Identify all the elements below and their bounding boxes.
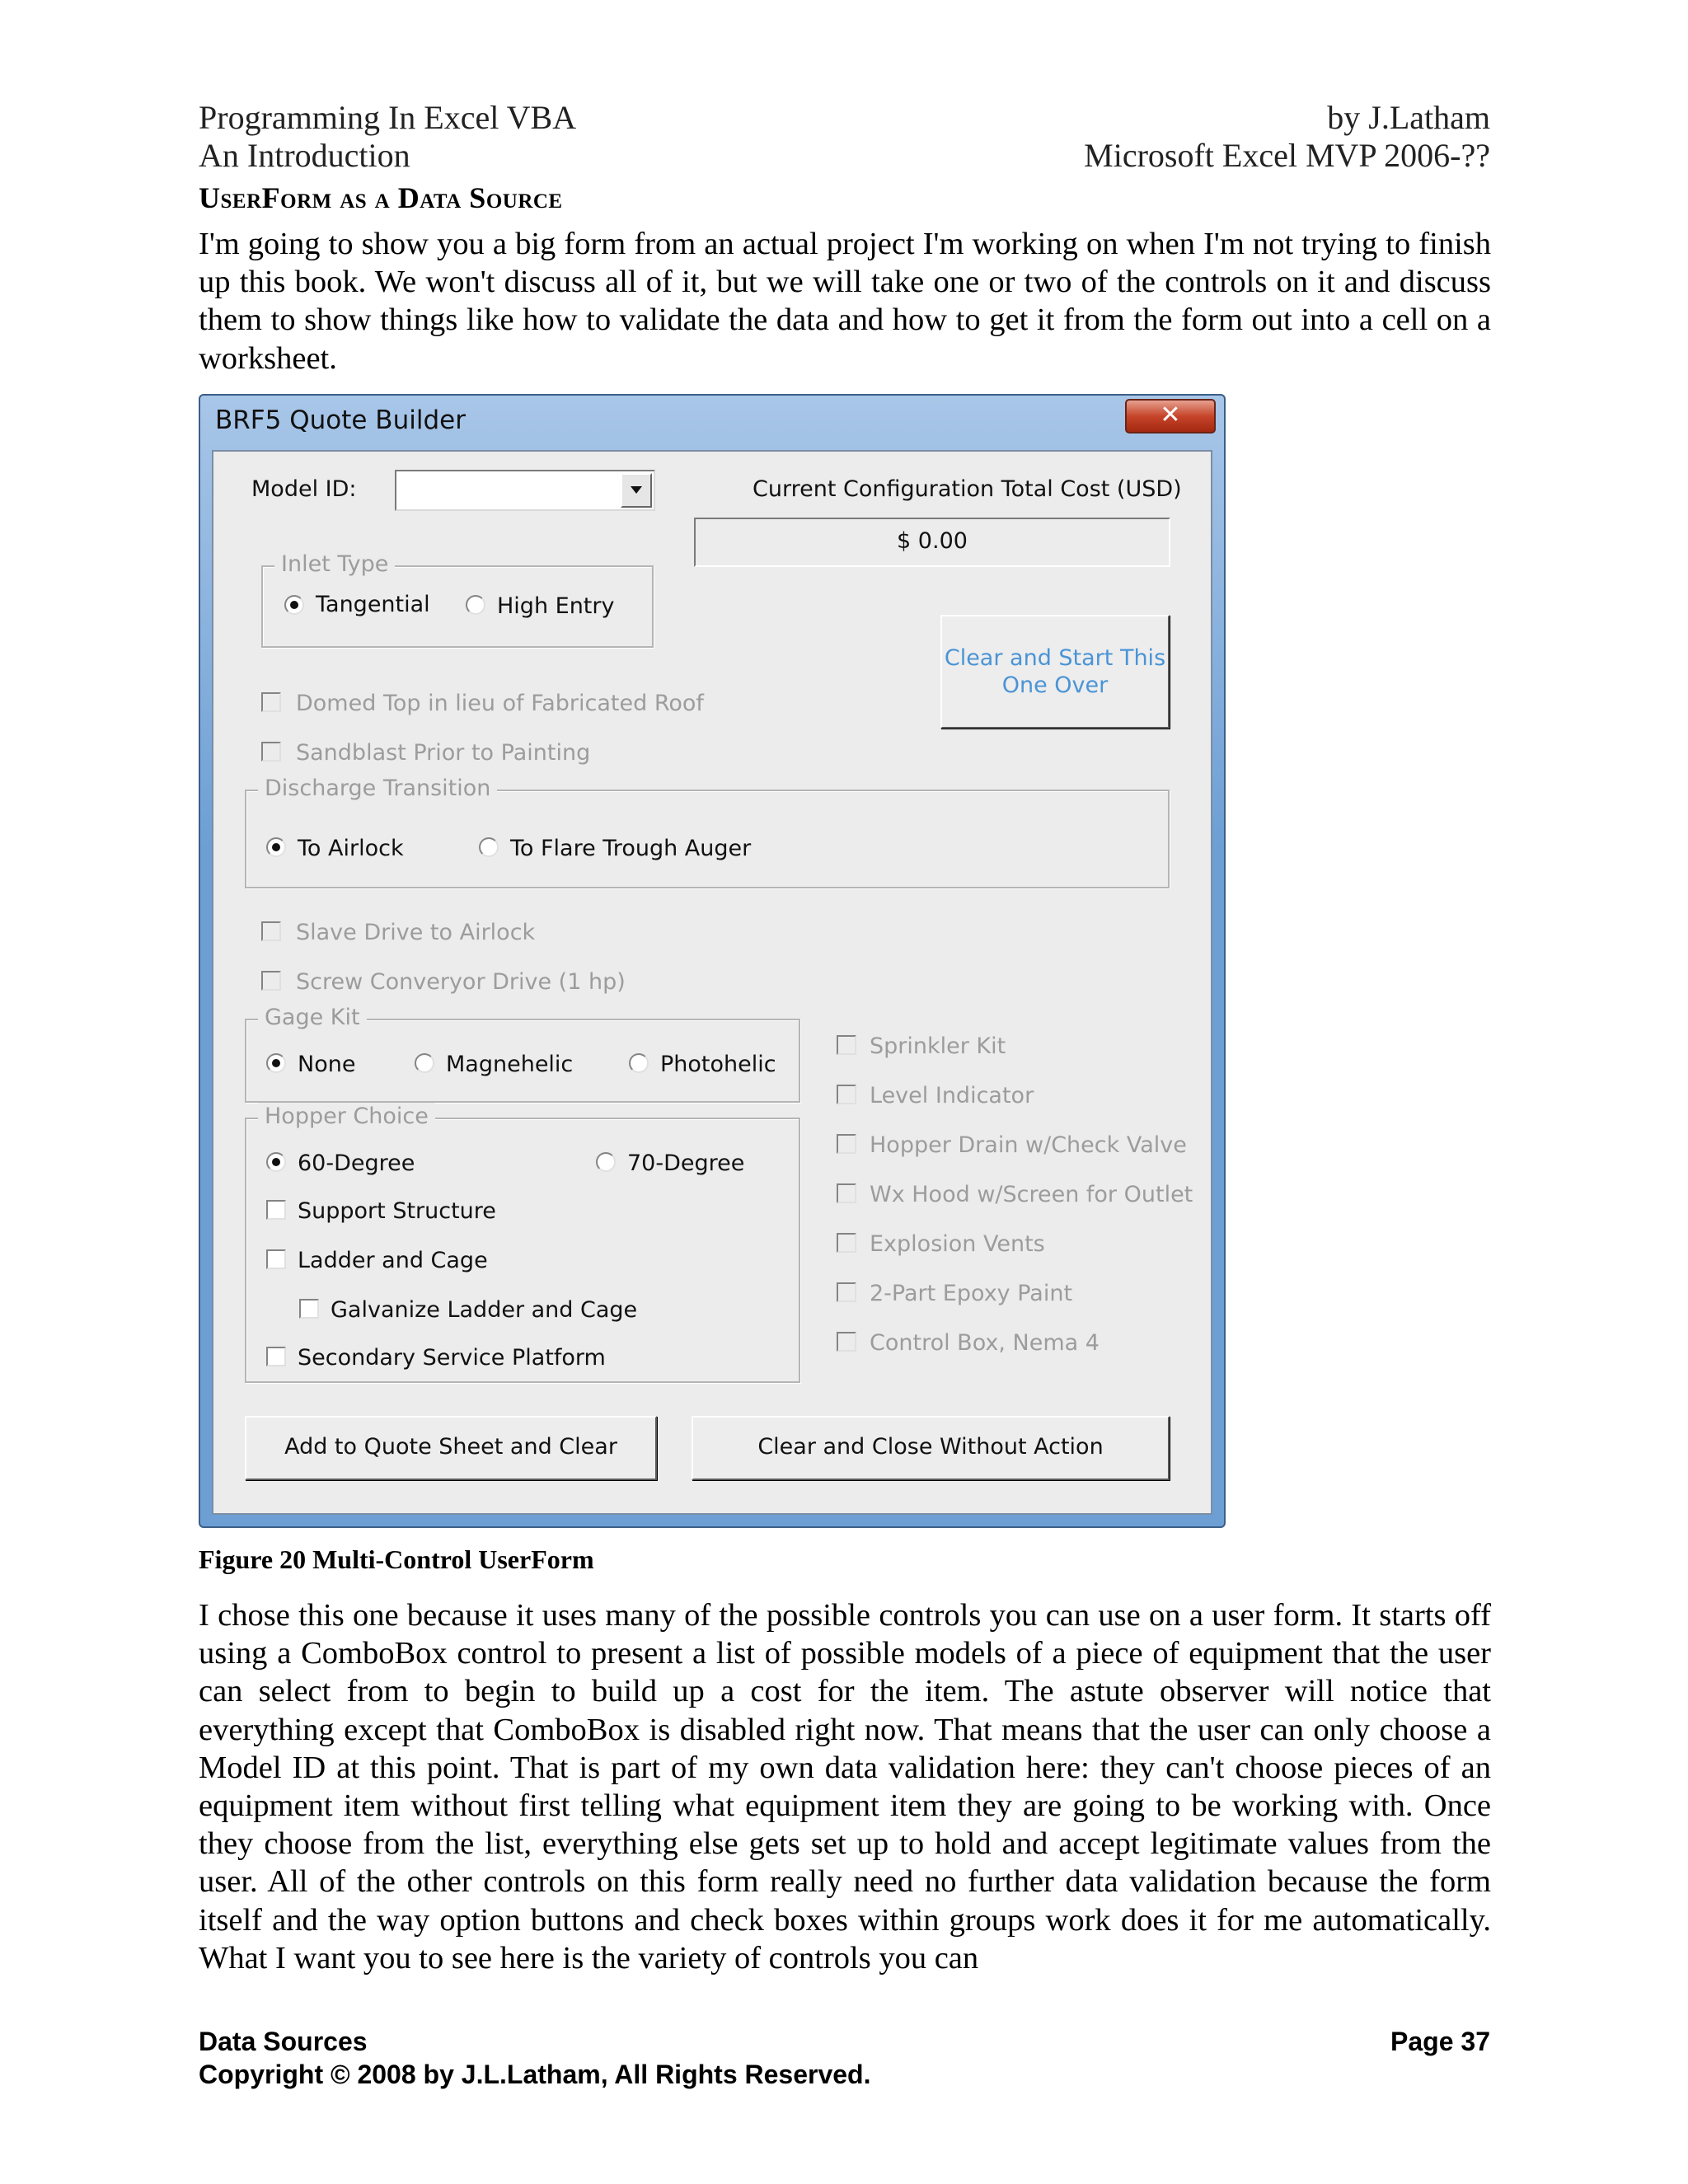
- inlet-high-entry-radio[interactable]: [466, 595, 485, 615]
- slave-drive-label: Slave Drive to Airlock: [296, 920, 536, 945]
- gage-magnehelic-label: Magnehelic: [446, 1052, 574, 1077]
- gage-photohelic-label: Photohelic: [660, 1052, 776, 1077]
- sandblast-label: Sandblast Prior to Painting: [296, 740, 591, 766]
- explosion-vents-checkbox[interactable]: [837, 1233, 856, 1253]
- hopper-drain-label: Hopper Drain w/Check Valve: [870, 1132, 1187, 1158]
- inlet-tangential-radio[interactable]: [284, 595, 304, 615]
- inlet-type-frame: [261, 551, 654, 648]
- sprinkler-label: Sprinkler Kit: [870, 1033, 1006, 1059]
- sprinkler-checkbox[interactable]: [837, 1035, 856, 1055]
- level-indicator-label: Level Indicator: [870, 1083, 1034, 1108]
- cost-value-box: $ 0.00: [694, 518, 1170, 567]
- clear-close-button[interactable]: Clear and Close Without Action: [692, 1416, 1170, 1480]
- window-close-button[interactable]: [1125, 399, 1216, 434]
- hopper-70-label: 70-Degree: [627, 1151, 745, 1176]
- hopper-60-radio[interactable]: [266, 1152, 286, 1172]
- gage-magnehelic-radio[interactable]: [415, 1053, 434, 1073]
- userform-window: [199, 394, 1226, 1528]
- discharge-frame: [245, 776, 1170, 888]
- gage-kit-title: Gage Kit: [258, 1004, 367, 1032]
- gage-none-label: None: [298, 1052, 356, 1077]
- intro-paragraph: I'm going to show you a big form from an actual project I'm working on when I'm not trying to finish up this book. We won't discuss all of it, but we will take one or two of the controls on it and discuss them to show things like how to validate the data and how to get it from the form out into a cell on a worksheet.: [199, 227, 1491, 376]
- cost-label: Current Configuration Total Cost (USD): [753, 476, 1182, 502]
- gage-photohelic-radio[interactable]: [629, 1053, 649, 1073]
- level-indicator-checkbox[interactable]: [837, 1085, 856, 1104]
- discharge-auger-label: To Flare Trough Auger: [510, 836, 752, 861]
- slave-drive-checkbox[interactable]: [261, 921, 281, 941]
- form-client-area: [212, 450, 1212, 1515]
- header-title: Programming In Excel VBA: [199, 99, 577, 136]
- clear-start-label-line2: One Over: [1001, 673, 1109, 698]
- galvanize-checkbox[interactable]: [299, 1299, 319, 1319]
- discharge-airlock-label: To Airlock: [298, 836, 404, 861]
- discharge-auger-radio[interactable]: [479, 837, 499, 857]
- secondary-platform-checkbox[interactable]: [266, 1347, 286, 1366]
- hopper-drain-checkbox[interactable]: [837, 1134, 856, 1154]
- header-author-title: Microsoft Excel MVP 2006-??: [1084, 137, 1490, 174]
- sandblast-checkbox[interactable]: [261, 742, 281, 762]
- support-structure-label: Support Structure: [298, 1198, 496, 1224]
- screw-drive-checkbox[interactable]: [261, 971, 281, 991]
- control-box-label: Control Box, Nema 4: [870, 1330, 1100, 1356]
- inlet-type-title: Inlet Type: [274, 551, 395, 579]
- wx-hood-checkbox[interactable]: [837, 1183, 856, 1203]
- hopper-title: Hopper Choice: [258, 1103, 435, 1131]
- footer-section: Data Sources: [199, 2027, 368, 2056]
- wx-hood-label: Wx Hood w/Screen for Outlet: [870, 1182, 1193, 1207]
- ladder-cage-checkbox[interactable]: [266, 1249, 286, 1269]
- header-author: by J.Latham: [1327, 99, 1490, 136]
- inlet-tangential-label: Tangential: [316, 592, 430, 617]
- chevron-down-icon[interactable]: [621, 473, 652, 508]
- screw-drive-label: Screw Converyor Drive (1 hp): [296, 969, 626, 995]
- clear-start-over-button[interactable]: [940, 615, 1170, 729]
- hopper-60-label: 60-Degree: [298, 1151, 415, 1176]
- close-icon: ✕: [1160, 401, 1181, 429]
- page-number: Page 37: [1390, 2027, 1490, 2056]
- clear-start-label-line1: Clear and Start This: [944, 645, 1166, 671]
- model-id-label: Model ID:: [251, 476, 357, 502]
- epoxy-paint-label: 2-Part Epoxy Paint: [870, 1281, 1073, 1306]
- body-paragraph: I chose this one because it uses many of the possible controls you can use on a user form. It starts off using a ComboBox control to present a list of possible models of a piece of equipment that the user can select from to begin to build up a cost for the item. The astute observer will notice that everything except that ComboBox is disabled right now. That means that the user can only choose a Model ID at this point. That is part of my own data validation here: they can't choose pieces of an equipment item without first telling what equipment item they are going to be working with. Once they choose from the list, everything else gets set up to hold and accept legitimate values from the user. All of the other controls on this form really need no further data validation because the form itself and the way option buttons and check boxes within groups work does it for me automatically. What I want you to see here is the variety of controls you can: [199, 1598, 1491, 1975]
- add-to-quote-button[interactable]: Add to Quote Sheet and Clear: [245, 1416, 657, 1480]
- footer-copyright: Copyright © 2008 by J.L.Latham, All Rights Reserved.: [199, 2060, 871, 2089]
- discharge-airlock-radio[interactable]: [266, 837, 286, 857]
- epoxy-paint-checkbox[interactable]: [837, 1282, 856, 1302]
- hopper-70-radio[interactable]: [596, 1152, 616, 1172]
- gage-kit-frame: [245, 1005, 800, 1103]
- galvanize-label: Galvanize Ladder and Cage: [331, 1297, 638, 1323]
- hopper-frame: [245, 1104, 800, 1383]
- section-title: UserForm as a Data Source: [199, 181, 563, 214]
- explosion-vents-label: Explosion Vents: [870, 1231, 1045, 1257]
- support-structure-checkbox[interactable]: [266, 1200, 286, 1220]
- model-id-combobox[interactable]: [395, 470, 655, 511]
- header-subtitle: An Introduction: [199, 137, 410, 174]
- domed-top-label: Domed Top in lieu of Fabricated Roof: [296, 691, 704, 716]
- control-box-checkbox[interactable]: [837, 1332, 856, 1352]
- secondary-platform-label: Secondary Service Platform: [298, 1345, 606, 1371]
- figure-caption: Figure 20 Multi-Control UserForm: [199, 1544, 594, 1574]
- ladder-cage-label: Ladder and Cage: [298, 1248, 488, 1273]
- gage-none-radio[interactable]: [266, 1053, 286, 1073]
- domed-top-checkbox[interactable]: [261, 692, 281, 712]
- discharge-title: Discharge Transition: [258, 775, 497, 803]
- inlet-high-entry-label: High Entry: [497, 593, 615, 619]
- window-title: BRF5 Quote Builder: [215, 405, 466, 435]
